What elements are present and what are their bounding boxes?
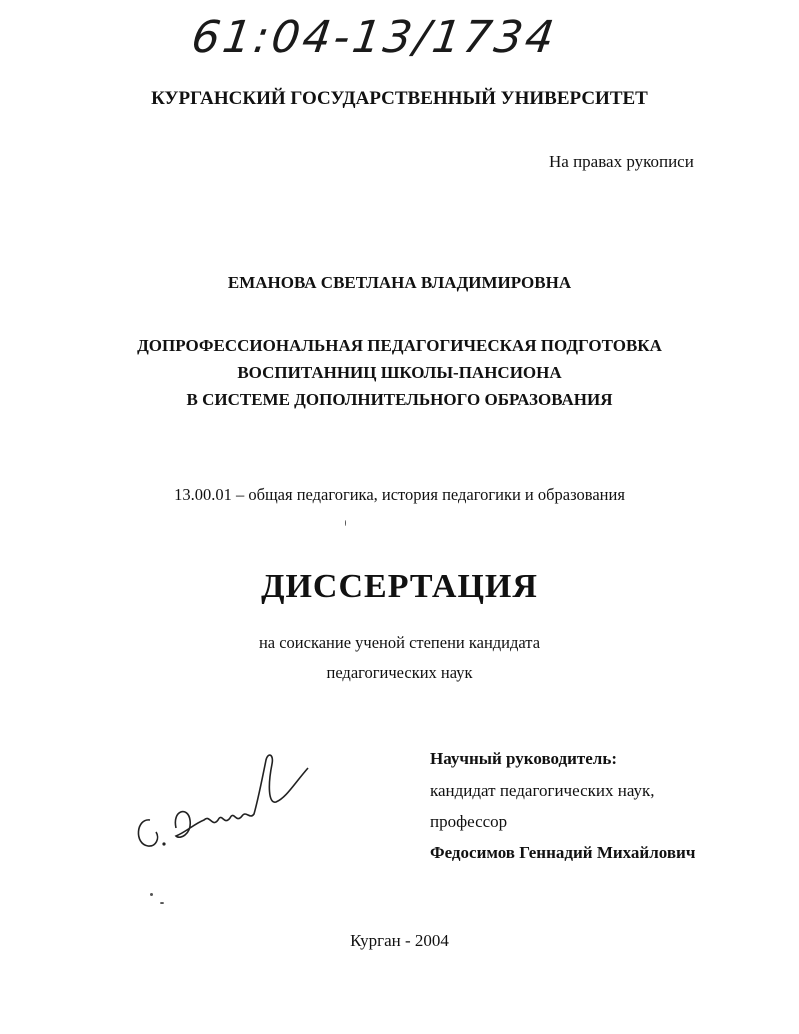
title-line: ВОСПИТАННИЦ ШКОЛЫ-ПАНСИОНА bbox=[237, 363, 562, 382]
specialty-code: 13.00.01 – общая педагогика, история педагогики и образования bbox=[174, 485, 625, 504]
handwritten-catalog-number: 61:04-13/1734 bbox=[188, 12, 561, 63]
author-name: ЕМАНОВА СВЕТЛАНА ВЛАДИМИРОВНА bbox=[227, 273, 572, 292]
degree-statement bbox=[0, 628, 799, 688]
city-year: Курган - 2004 bbox=[350, 931, 449, 950]
dissertation-title bbox=[0, 332, 799, 413]
handwritten-signature bbox=[128, 740, 318, 870]
supervisor-heading: Научный руководитель: bbox=[430, 749, 617, 768]
title-line: ДОПРОФЕССИОНАЛЬНАЯ ПЕДАГОГИЧЕСКАЯ ПОДГОТОВКА bbox=[137, 336, 662, 355]
supervisor-name: Федосимов Геннадий Михайлович bbox=[430, 843, 696, 862]
supervisor-rank: профессор bbox=[430, 812, 508, 831]
title-line: В СИСТЕМЕ ДОПОЛНИТЕЛЬНОГО ОБРАЗОВАНИЯ bbox=[186, 390, 613, 409]
scan-speck bbox=[160, 902, 164, 904]
scan-speck bbox=[150, 893, 153, 896]
manuscript-rights-note: На правах рукописи bbox=[549, 152, 694, 171]
degree-line: педагогических наук bbox=[326, 663, 473, 682]
document-type-heading: ДИССЕРТАЦИЯ bbox=[261, 568, 538, 605]
degree-line: на соискание ученой степени кандидата bbox=[258, 633, 541, 652]
supervisor-degree: кандидат педагогических наук, bbox=[430, 781, 655, 800]
scan-speck bbox=[345, 520, 346, 526]
university-name: КУРГАНСКИЙ ГОСУДАРСТВЕННЫЙ УНИВЕРСИТЕТ bbox=[151, 88, 648, 109]
